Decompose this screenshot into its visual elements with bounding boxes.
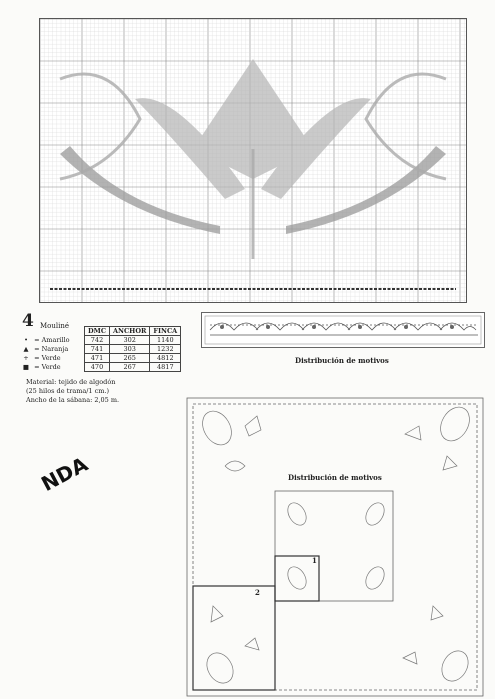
table-cell: 471 <box>85 354 110 363</box>
border-motif-strip <box>201 312 485 348</box>
table-row <box>85 345 181 354</box>
material-info <box>26 378 186 405</box>
legend-symbol: ■ <box>22 363 30 371</box>
material-line: Material: tejido de algodón <box>26 378 116 386</box>
material-line: Ancho de la sábana: 2,05 m. <box>26 396 120 404</box>
table-cell: 742 <box>85 336 110 345</box>
table-cell: 4812 <box>150 354 181 363</box>
table-cell: 302 <box>110 336 150 345</box>
cross-stitch-chart <box>39 18 467 303</box>
table-row <box>85 363 181 372</box>
pattern-number: 4 <box>22 311 34 331</box>
material-line: (25 hilos de trama/1 cm.) <box>26 387 110 395</box>
distribution-label: Distribución de motivos <box>288 473 382 482</box>
legend-color-name: Verde <box>41 354 61 362</box>
table-cell: 4817 <box>150 363 181 372</box>
legend-symbol: ▲ <box>23 345 29 353</box>
sheet-distribution-diagram <box>185 396 487 699</box>
legend-color-name: Verde <box>41 363 61 371</box>
thread-table <box>84 326 181 372</box>
table-cell: 1232 <box>150 345 181 354</box>
table-row <box>85 336 181 345</box>
legend-symbol: + <box>23 354 29 362</box>
box-number: 2 <box>255 588 260 597</box>
table-cell: 265 <box>110 354 150 363</box>
legend-title: Mouliné <box>40 322 70 330</box>
distribution-label: Distribución de motivos <box>295 356 389 365</box>
legend-color-name: Naranja <box>41 345 69 353</box>
legend-row: ■ = Verde <box>20 363 61 372</box>
legend-row: • = Amarillo <box>20 336 70 345</box>
table-cell: 267 <box>110 363 150 372</box>
table-cell: 470 <box>85 363 110 372</box>
box-number: 1 <box>312 556 317 565</box>
table-header: DMC <box>85 327 110 336</box>
legend-row: ▲ = Naranja <box>20 345 68 354</box>
border-motif-drawing <box>202 313 484 347</box>
legend-row: + = Verde <box>20 354 61 363</box>
legend-symbol: • <box>24 336 28 344</box>
chart-grid <box>40 19 466 302</box>
table-cell: 741 <box>85 345 110 354</box>
handwritten-note: NDA <box>37 451 92 497</box>
legend-color-name: Amarillo <box>41 336 70 344</box>
table-header: FINCA <box>150 327 181 336</box>
table-header: ANCHOR <box>110 327 150 336</box>
motif-distribution-box <box>275 491 393 601</box>
table-row <box>85 354 181 363</box>
table-cell: 1140 <box>150 336 181 345</box>
table-cell: 303 <box>110 345 150 354</box>
